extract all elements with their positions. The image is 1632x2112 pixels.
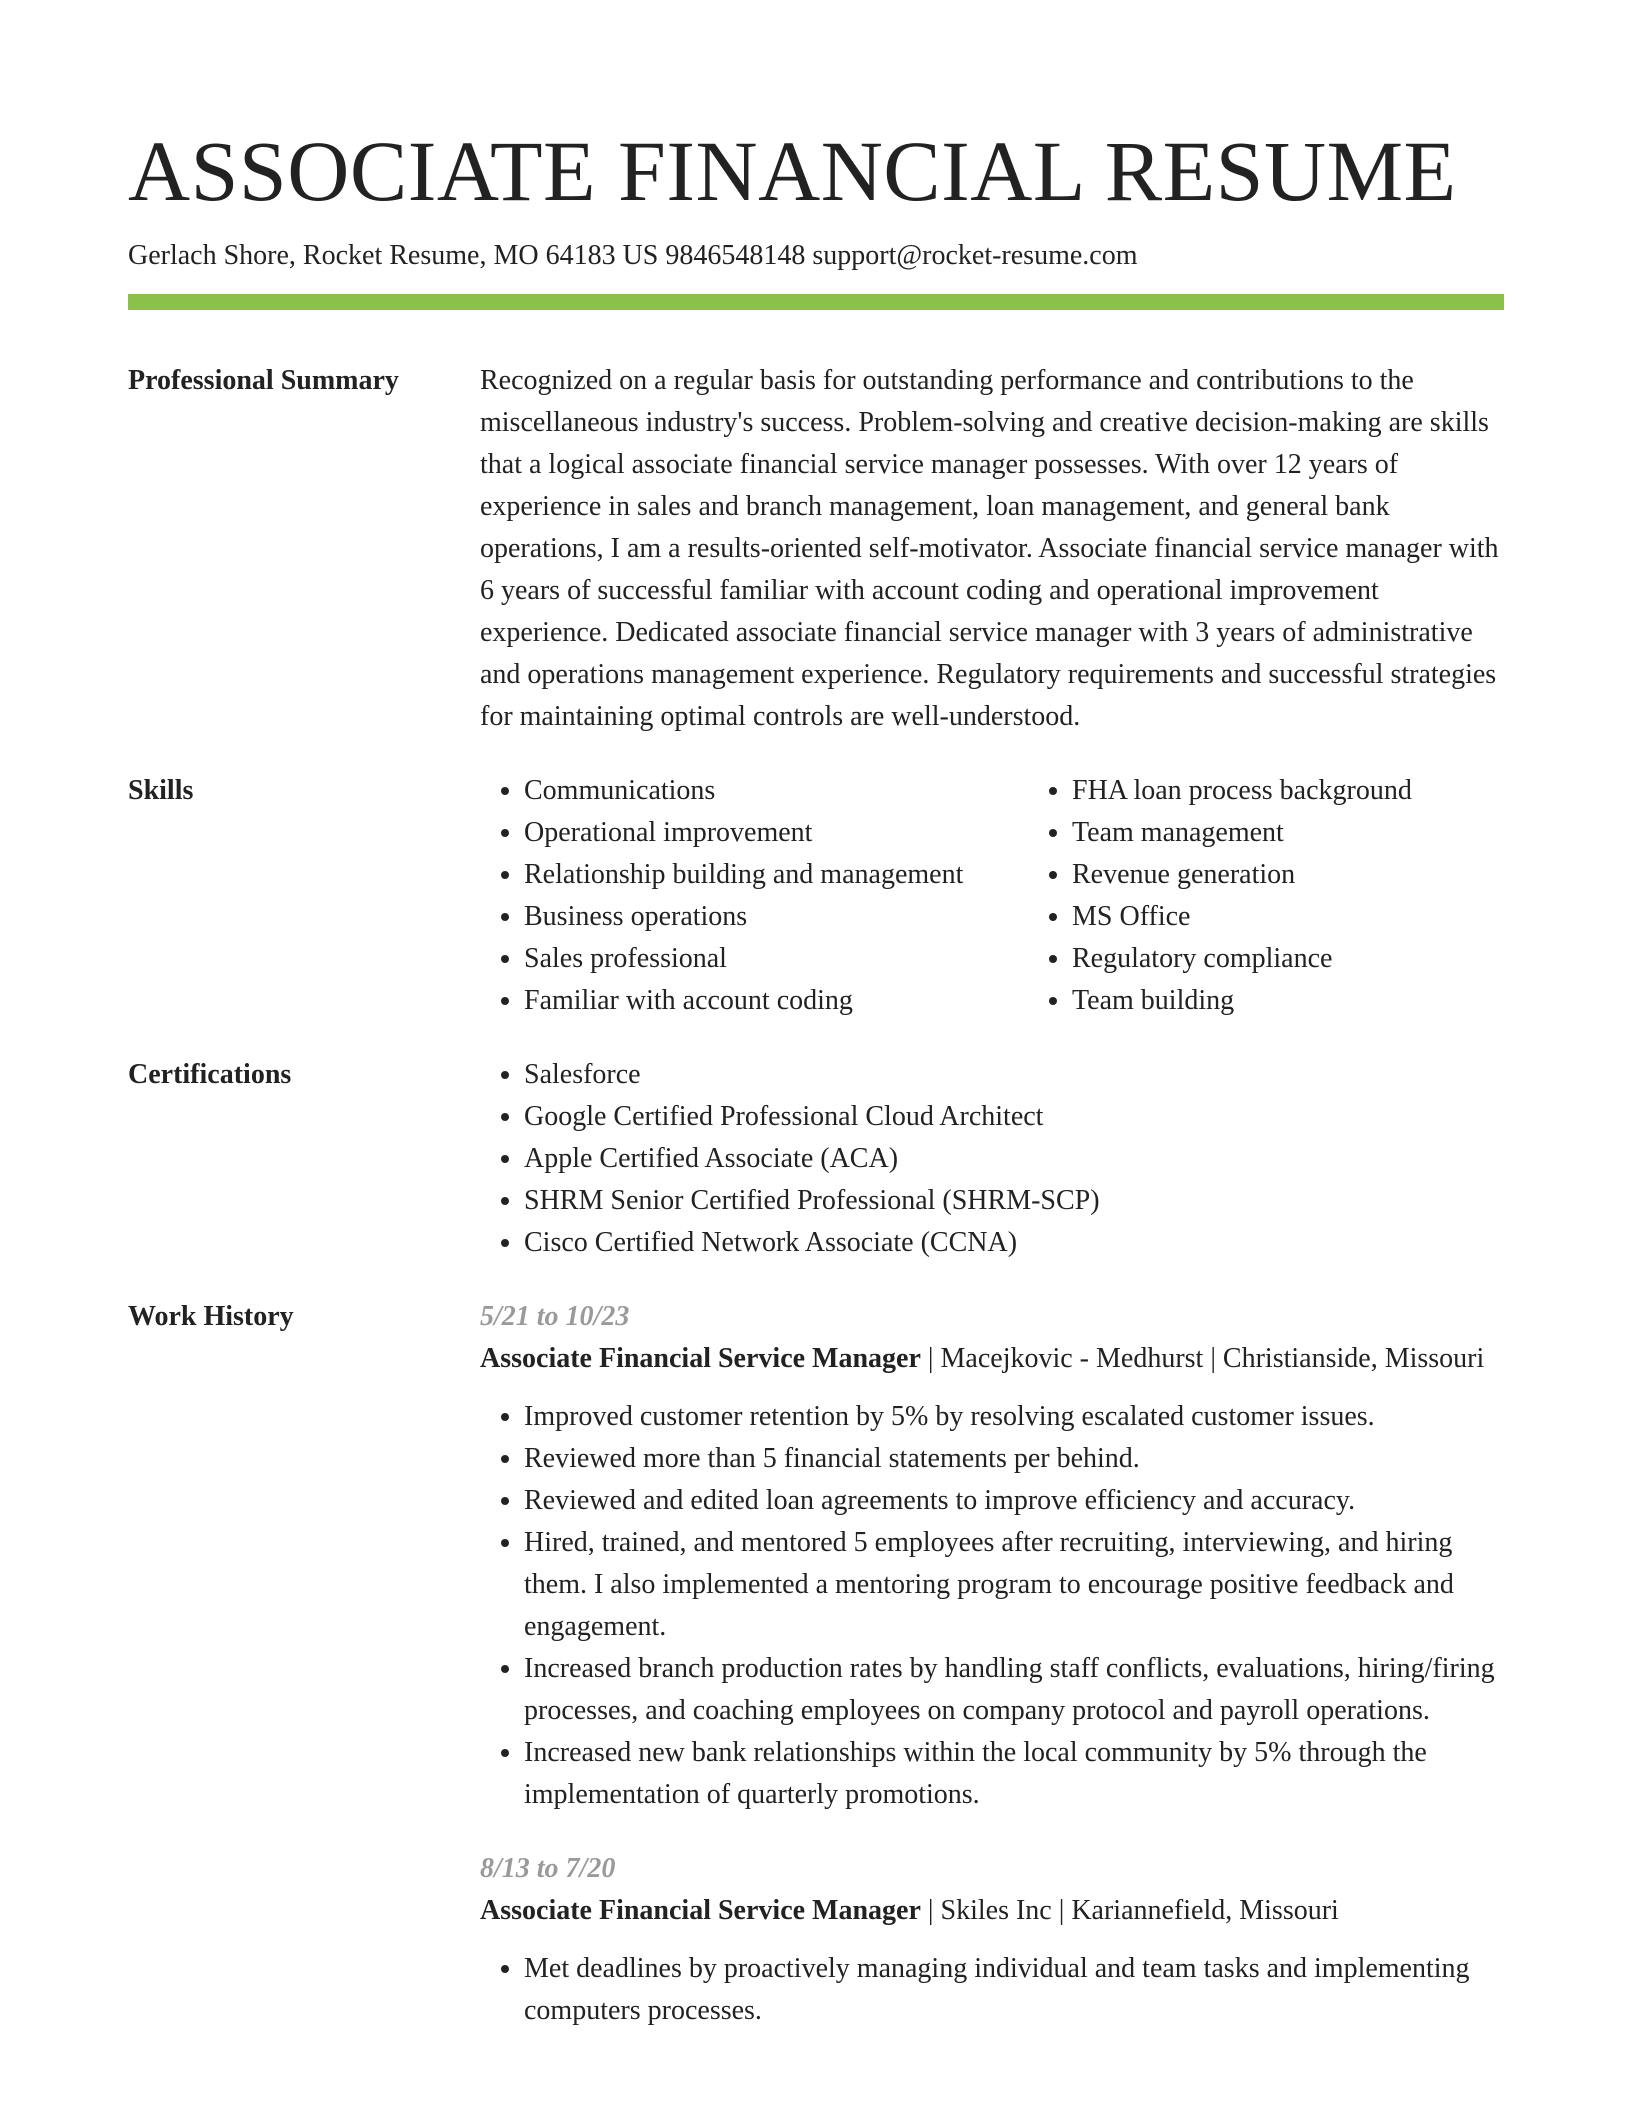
skills-section [128,770,1504,1022]
certification-item: • Google Certified Professional Cloud Architect [524,1096,1504,1138]
resume-title: ASSOCIATE FINANCIAL RESUME [128,123,1457,219]
summary-section [128,360,1504,738]
job-bullet: • Increased branch production rates by handling staff conflicts, evaluations, hiring/firing processes, and coaching employees on company protocol and payroll operations. [524,1648,1504,1732]
skill-item: • Revenue generation [1072,854,1504,896]
job-dates: 5/21 to 10/23 [480,1301,630,1332]
skill-item: • Business operations [524,896,1028,938]
job-entry [480,1848,1504,2032]
skill-item: • Familiar with account coding [524,980,1028,1022]
skills-grid [480,770,1504,1022]
job-bullet-list [480,1948,1504,2032]
job-company-location: | Skiles Inc | Kariannefield, Missouri [920,1895,1339,1926]
certification-item: • Salesforce [524,1054,1504,1096]
job-bullet: • Reviewed more than 5 financial statements per behind. [524,1438,1504,1480]
job-bullet: • Met deadlines by proactively managing individual and team tasks and implementing computers processes. [524,1948,1504,2032]
skill-item: • FHA loan process background [1072,770,1504,812]
skill-item: • MS Office [1072,896,1504,938]
skills-column-right [1028,770,1504,1022]
job-bullet: • Increased new bank relationships within the local community by 5% through the implementation of quarterly promotions. [524,1732,1504,1816]
job-bullet: • Improved customer retention by 5% by resolving escalated customer issues. [524,1396,1504,1438]
work-history-section [128,1296,1504,2032]
skill-item: • Communications [524,770,1028,812]
summary-text: Recognized on a regular basis for outstanding performance and contributions to the miscellaneous industry's success. Problem-solving and creative decision-making are skills that a logical associate financial service manager possesses. With over 12 years of experience in sales and branch management, loan management, and general bank operations, I am a results-oriented self-motivator. Associate financial service manager with 6 years of successful familiar with account coding and operational improvement experience. Dedicated associate financial service manager with 3 years of administrative and operations management experience. Regulatory requirements and successful strategies for maintaining optimal controls are well-understood. [480,365,1499,732]
job-heading [480,1338,1504,1380]
section-heading-certifications: Certifications [128,1059,292,1090]
job-bullet: • Hired, trained, and mentored 5 employees after recruiting, interviewing, and hiring them. I also implemented a mentoring program to encourage positive feedback and engagement. [524,1522,1504,1648]
section-heading-work-history: Work History [128,1301,294,1332]
skill-item: • Sales professional [524,938,1028,980]
certification-item: • Apple Certified Associate (ACA) [524,1138,1504,1180]
job-entry [480,1296,1504,1816]
job-company-location: | Macejkovic - Medhurst | Christianside, Missouri [920,1343,1485,1374]
section-heading-skills: Skills [128,775,194,806]
job-title: Associate Financial Service Manager [480,1343,921,1374]
job-dates: 8/13 to 7/20 [480,1853,616,1884]
job-heading [480,1890,1504,1932]
job-bullet: • Reviewed and edited loan agreements to improve efficiency and accuracy. [524,1480,1504,1522]
job-title: Associate Financial Service Manager [480,1895,921,1926]
section-heading-summary: Professional Summary [128,365,399,396]
header-divider [128,294,1504,310]
job-bullet-list [480,1396,1504,1816]
contact-line: Gerlach Shore, Rocket Resume, MO 64183 US 9846548148 support@rocket-resume.com [128,240,1138,271]
skill-item: • Relationship building and management [524,854,1028,896]
skill-item: • Team management [1072,812,1504,854]
certifications-list [480,1054,1504,1264]
certification-item: • SHRM Senior Certified Professional (SHRM-SCP) [524,1180,1504,1222]
certifications-section [128,1054,1504,1264]
skill-item: • Operational improvement [524,812,1028,854]
skill-item: • Regulatory compliance [1072,938,1504,980]
skill-item: • Team building [1072,980,1504,1022]
certification-item: • Cisco Certified Network Associate (CCNA) [524,1222,1504,1264]
resume-page [128,0,1504,2032]
skills-column-left [480,770,1028,1022]
